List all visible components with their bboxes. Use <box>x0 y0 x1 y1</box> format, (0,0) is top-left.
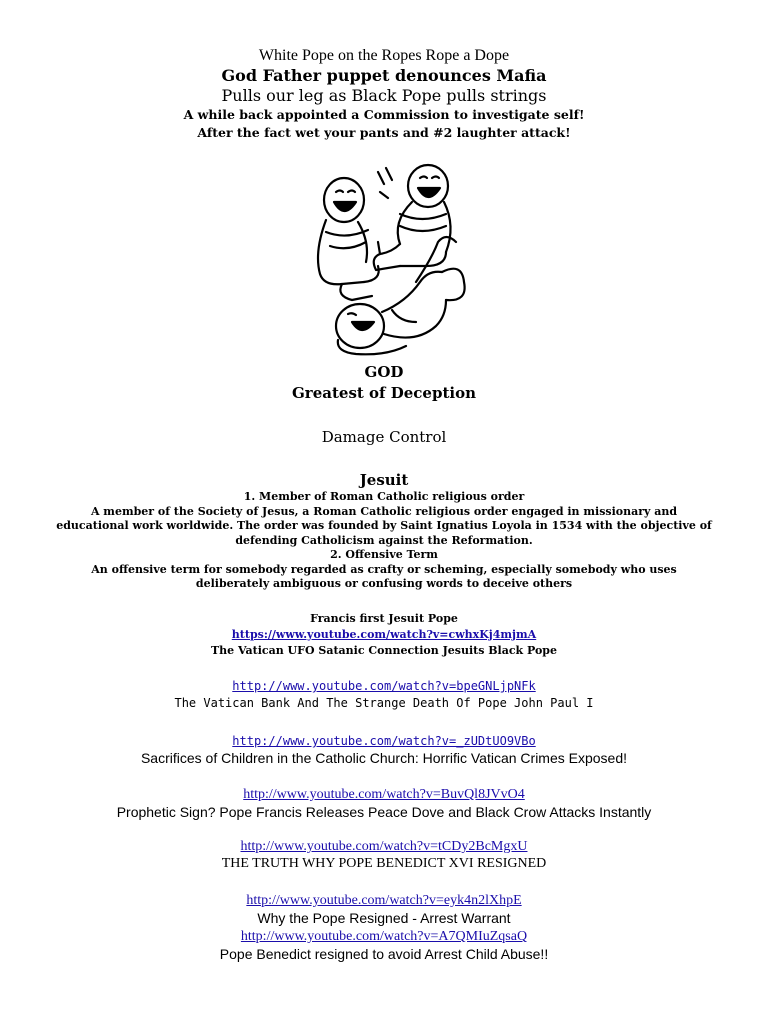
video-link[interactable]: http://www.youtube.com/watch?v=eyk4n2lXhpE <box>246 893 522 908</box>
francis-video-link[interactable]: https://www.youtube.com/watch?v=cwhxKj4mjmA <box>231 628 537 641</box>
video-link[interactable]: http://www.youtube.com/watch?v=A7QMIuZqsaQ <box>240 929 528 944</box>
header-block <box>0 46 768 142</box>
definition-2-text: An offensive term for somebody regarded as crafty or scheming, especially somebody who uses deliberately ambiguous or confusing words to deceive others <box>91 562 677 590</box>
francis-block <box>0 611 768 659</box>
francis-heading: Francis first Jesuit Pope <box>310 612 458 625</box>
video-entry <box>0 678 768 712</box>
video-entry <box>0 929 768 963</box>
jesuit-definition-block <box>0 470 768 592</box>
video-title: Prophetic Sign? Pope Francis Releases Peace Dove and Black Crow Attacks Instantly <box>116 804 652 820</box>
video-entry <box>0 839 768 873</box>
video-title: THE TRUTH WHY POPE BENEDICT XVI RESIGNED <box>221 856 547 871</box>
god-heading: GOD <box>364 363 404 381</box>
greatest-heading: Greatest of Deception <box>292 384 476 402</box>
video-entry <box>0 893 768 927</box>
video-entry <box>0 787 768 821</box>
video-title: Pope Benedict resigned to avoid Arrest Child Abuse!! <box>219 946 549 962</box>
headline-5: After the fact wet your pants and #2 laughter attack! <box>197 125 571 140</box>
jesuit-title: Jesuit <box>359 471 409 489</box>
video-entry <box>0 733 768 767</box>
video-link[interactable]: http://www.youtube.com/watch?v=bpeGNLjpNFk <box>232 679 536 693</box>
headline-3: Pulls our leg as Black Pope pulls strings <box>221 86 547 105</box>
video-link[interactable]: http://www.youtube.com/watch?v=BuvQl8JVvO4 <box>243 787 525 802</box>
laughing-figures-cartoon-icon <box>296 162 472 360</box>
damage-control-heading: Damage Control <box>321 428 447 446</box>
video-link[interactable]: http://www.youtube.com/watch?v=tCDy2BcMgxU <box>240 839 528 854</box>
god-block <box>0 362 768 404</box>
definition-2-heading: 2. Offensive Term <box>330 548 438 561</box>
headline-4: A while back appointed a Commission to investigate self! <box>183 107 585 122</box>
video-title: The Vatican Bank And The Strange Death Of Pope John Paul I <box>174 696 594 710</box>
headline-2: God Father puppet denounces Mafia <box>221 66 547 85</box>
video-title: Why the Pope Resigned - Arrest Warrant <box>257 910 511 926</box>
video-title: Sacrifices of Children in the Catholic Church: Horrific Vatican Crimes Exposed! <box>140 750 628 766</box>
francis-caption: The Vatican UFO Satanic Connection Jesuits Black Pope <box>210 644 557 657</box>
headline-1: White Pope on the Ropes Rope a Dope <box>258 47 510 64</box>
definition-1-text: A member of the Society of Jesus, a Roman Catholic religious order engaged in missionary and educational work worldwide. The order was founded by Saint Ignatius Loyola in 1534 with the objective of defending Catholicism against the Reformation. <box>56 504 712 547</box>
video-link[interactable]: http://www.youtube.com/watch?v=_zUDtUO9VBo <box>232 734 536 748</box>
definition-1-heading: 1. Member of Roman Catholic religious order <box>243 490 525 503</box>
